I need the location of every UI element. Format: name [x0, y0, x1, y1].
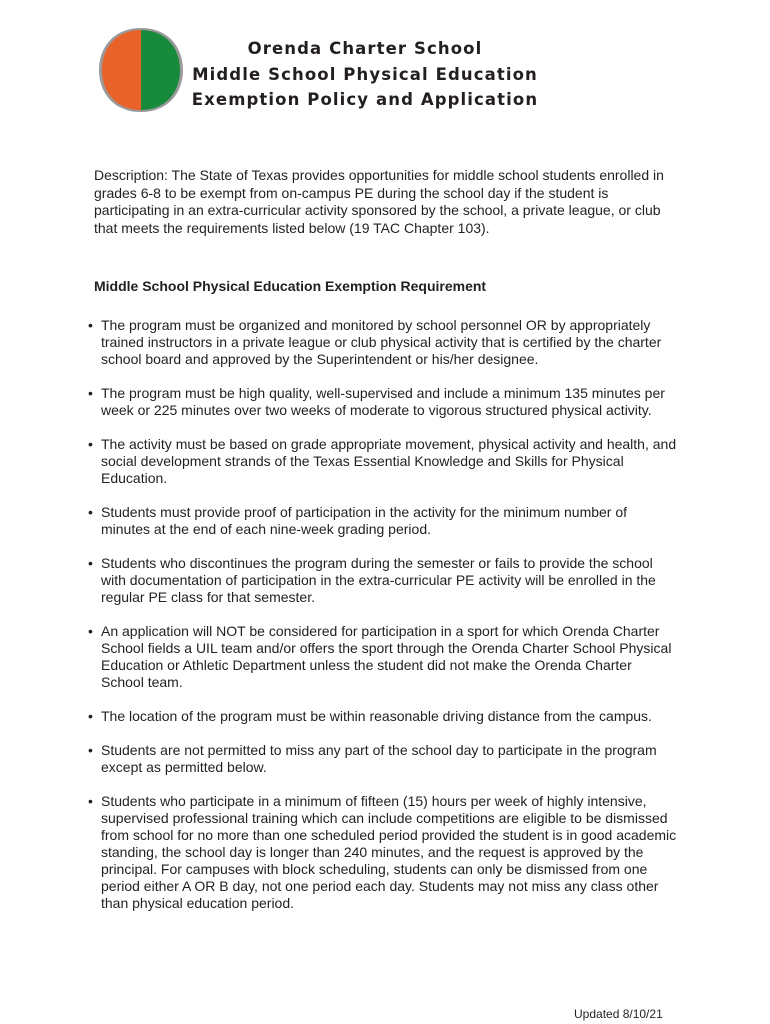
- title-line-program: Middle School Physical Education: [192, 64, 538, 84]
- requirement-item: [87, 317, 677, 368]
- requirement-item: [87, 555, 677, 606]
- requirement-item: [87, 623, 677, 691]
- title-line-school: Orenda Charter School: [247, 39, 483, 58]
- bullet-icon: •: [88, 436, 93, 452]
- bullet-icon: •: [88, 793, 93, 809]
- bullet-icon: •: [88, 708, 93, 724]
- requirement-text: The activity must be based on grade appropriate movement, physical activity and health, and social development strands of the Texas Essential Knowledge and Skills for Physical Education.: [101, 436, 677, 486]
- requirement-text: The program must be organized and monitored by school personnel OR by appropriately trained instructors in a private league or club physical activity that is certified by the charter school board and approved by the Superintendent or his/her designee.: [101, 317, 662, 367]
- bullet-icon: •: [88, 385, 93, 401]
- title-line-policy: Exemption Policy and Application: [191, 90, 539, 109]
- requirement-item: [87, 385, 677, 419]
- requirement-text: Students who participate in a minimum of fifteen (15) hours per week of highly intensive, supervised professional training which can include competitions are eligible to be dismissed from school for no more than one scheduled period provided the student is in good academic standing, the school day is longer than 240 minutes, and the request is approved by the principal. For campuses with block scheduling, students can only be dismissed from one period either A OR B day, not one period each day. Students may not miss any class other than physical education period.: [101, 793, 677, 911]
- bullet-icon: •: [88, 742, 93, 758]
- bullet-icon: •: [88, 317, 93, 333]
- requirement-text: The program must be high quality, well-supervised and include a minimum 135 minutes per week or 225 minutes over two weeks of moderate to vigorous structured physical activity.: [101, 385, 665, 418]
- requirement-text: Students who discontinues the program during the semester or fails to provide the school with documentation of participation in the extra-curricular PE activity will be enrolled in the regular PE class for that semester.: [101, 555, 656, 605]
- bullet-icon: •: [88, 555, 93, 571]
- letter-o-logo: [96, 26, 186, 114]
- bullet-icon: •: [88, 504, 93, 520]
- requirements-heading: Middle School Physical Education Exemption Requirement: [94, 278, 487, 294]
- requirement-item: [87, 742, 677, 776]
- requirement-item: [87, 504, 677, 538]
- updated-date: Updated 8/10/21: [574, 1007, 663, 1021]
- requirement-text: Students are not permitted to miss any part of the school day to participate in the program except as permitted below.: [101, 742, 657, 775]
- requirement-text: An application will NOT be considered for participation in a sport for which Orenda Charter School fields a UIL team and/or offers the sport through the Orenda Charter School Physical Education or Athletic Department unless the student did not make the Orenda Charter School team.: [101, 623, 672, 690]
- description-paragraph: Description: The State of Texas provides opportunities for middle school students enrolled in grades 6-8 to be exempt from on-campus PE during the school day if the student is participating in an extra-curricular activity sponsored by the school, a private league, or club that meets the requirements listed below (19 TAC Chapter 103).: [94, 167, 664, 236]
- requirement-text: Students must provide proof of participation in the activity for the minimum number of minutes at the end of each nine-week grading period.: [101, 504, 628, 537]
- requirement-item: [87, 436, 677, 487]
- requirement-item: [87, 708, 677, 725]
- requirements-list: [87, 317, 677, 929]
- requirement-item: [87, 793, 677, 912]
- bullet-icon: •: [88, 623, 93, 639]
- requirement-text: The location of the program must be within reasonable driving distance from the campus.: [101, 708, 652, 724]
- document-title: [190, 36, 540, 113]
